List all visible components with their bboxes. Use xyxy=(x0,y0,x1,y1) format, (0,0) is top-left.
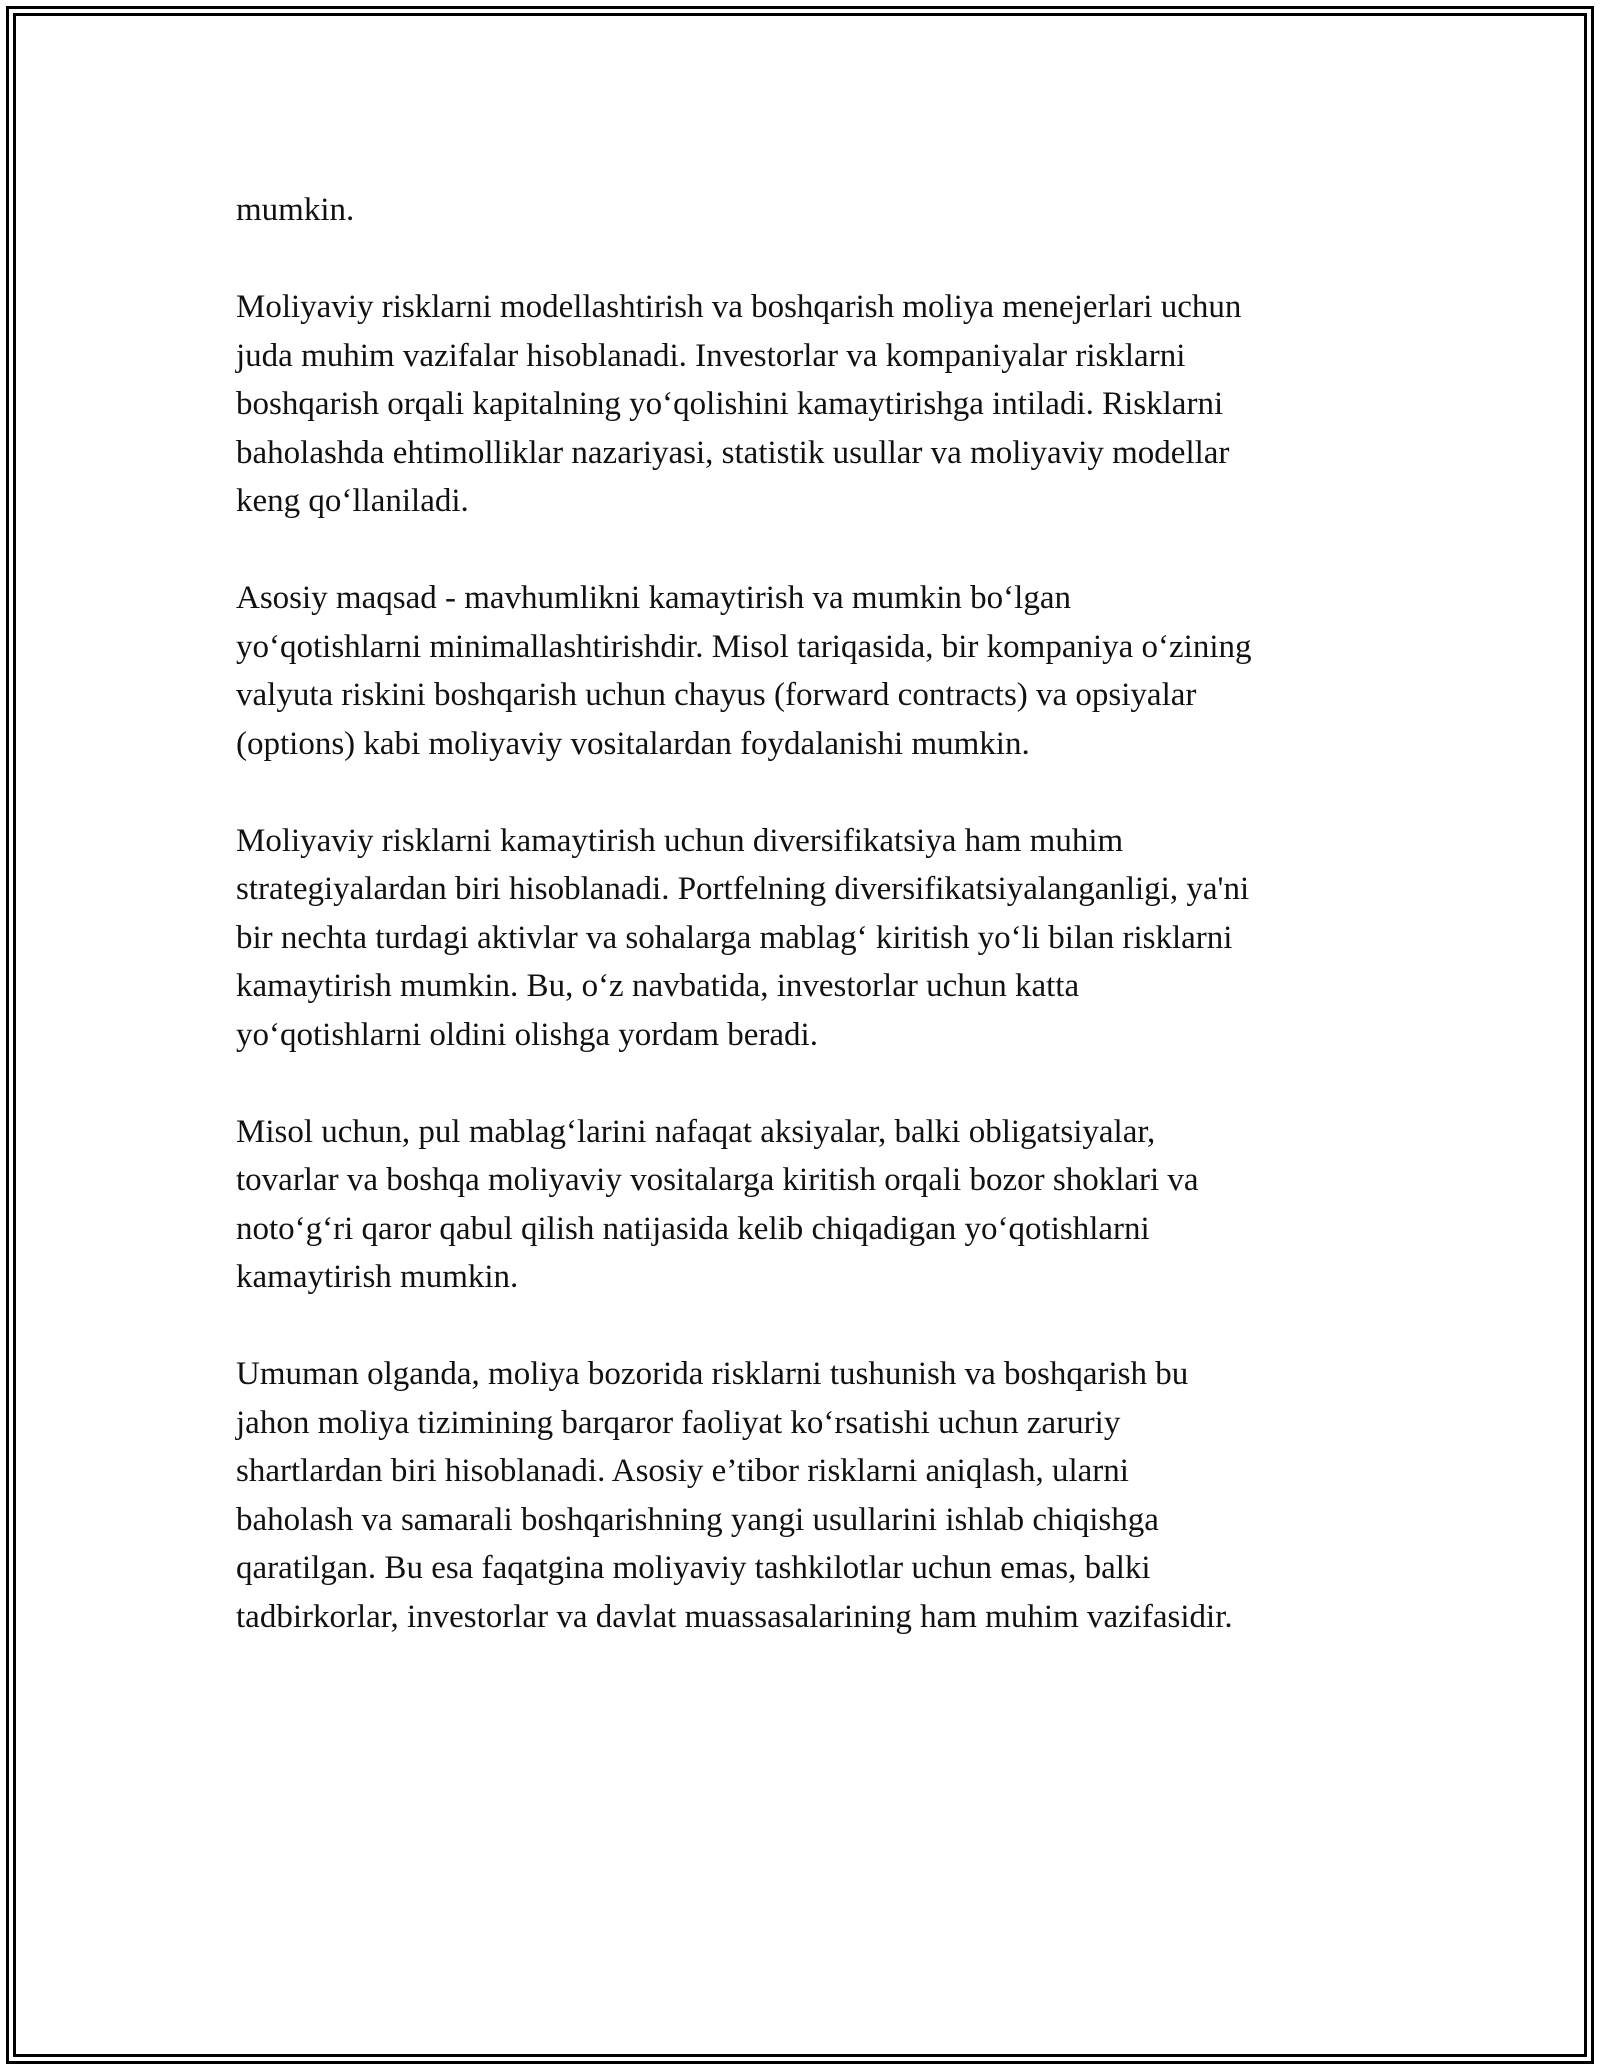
paragraph-main-goal: Asosiy maqsad - mavhumlikni kamaytirish va mumkin bo‘lgan yo‘qotishlarni minimallashtirishdir. Misol tariqasida, bir kompaniya o‘zining valyuta riskini boshqarish uchun chayus (forward contracts) va opsiyalar (options) kabi moliyaviy vositalardan foydalanishi mumkin. xyxy=(236,580,1252,762)
paragraph-example: Misol uchun, pul mablag‘larini nafaqat aksiyalar, balki obligatsiyalar, tovarlar va boshqa moliyaviy vositalarga kiritish orqali bozor shoklari va noto‘g‘ri qaror qabul qilish natijasida kelib chiqadigan yo‘qotishlarni kamaytirish mumkin. xyxy=(236,1113,1199,1295)
document-body xyxy=(236,186,1396,1690)
paragraph-continuation: mumkin. xyxy=(236,192,355,228)
paragraph-conclusion: Umuman olganda, moliya bozorida risklarni tushunish va boshqarish bu jahon moliya tizimining barqaror faoliyat ko‘rsatishi uchun zaruriy shartlardan biri hisoblanadi. Asosiy e’tibor risklarni aniqlash, ularni baholash va samarali boshqarishning yangi usullarini ishlab chiqishga qaratilgan. Bu esa faqatgina moliyaviy tashkilotlar uchun emas, balki tadbirkorlar, investorlar va davlat muassasalarining ham muhim vazifasidir. xyxy=(236,1356,1233,1635)
paragraph-risk-modeling: Moliyaviy risklarni modellashtirish va boshqarish moliya menejerlari uchun juda muhim vazifalar hisoblanadi. Investorlar va kompaniyalar risklarni boshqarish orqali kapitalning yo‘qolishini kamaytirishga intiladi. Risklarni baholashda ehtimolliklar nazariyasi, statistik usullar va moliyaviy modellar keng qo‘llaniladi. xyxy=(236,289,1242,519)
paragraph-diversification: Moliyaviy risklarni kamaytirish uchun diversifikatsiya ham muhim strategiyalardan biri hisoblanadi. Portfelning diversifikatsiyalanganligi, ya'ni bir nechta turdagi aktivlar va sohalarga mablag‘ kiritish yo‘li bilan risklarni kamaytirish mumkin. Bu, o‘z navbatida, investorlar uchun katta yo‘qotishlarni oldini olishga yordam beradi. xyxy=(236,822,1250,1053)
